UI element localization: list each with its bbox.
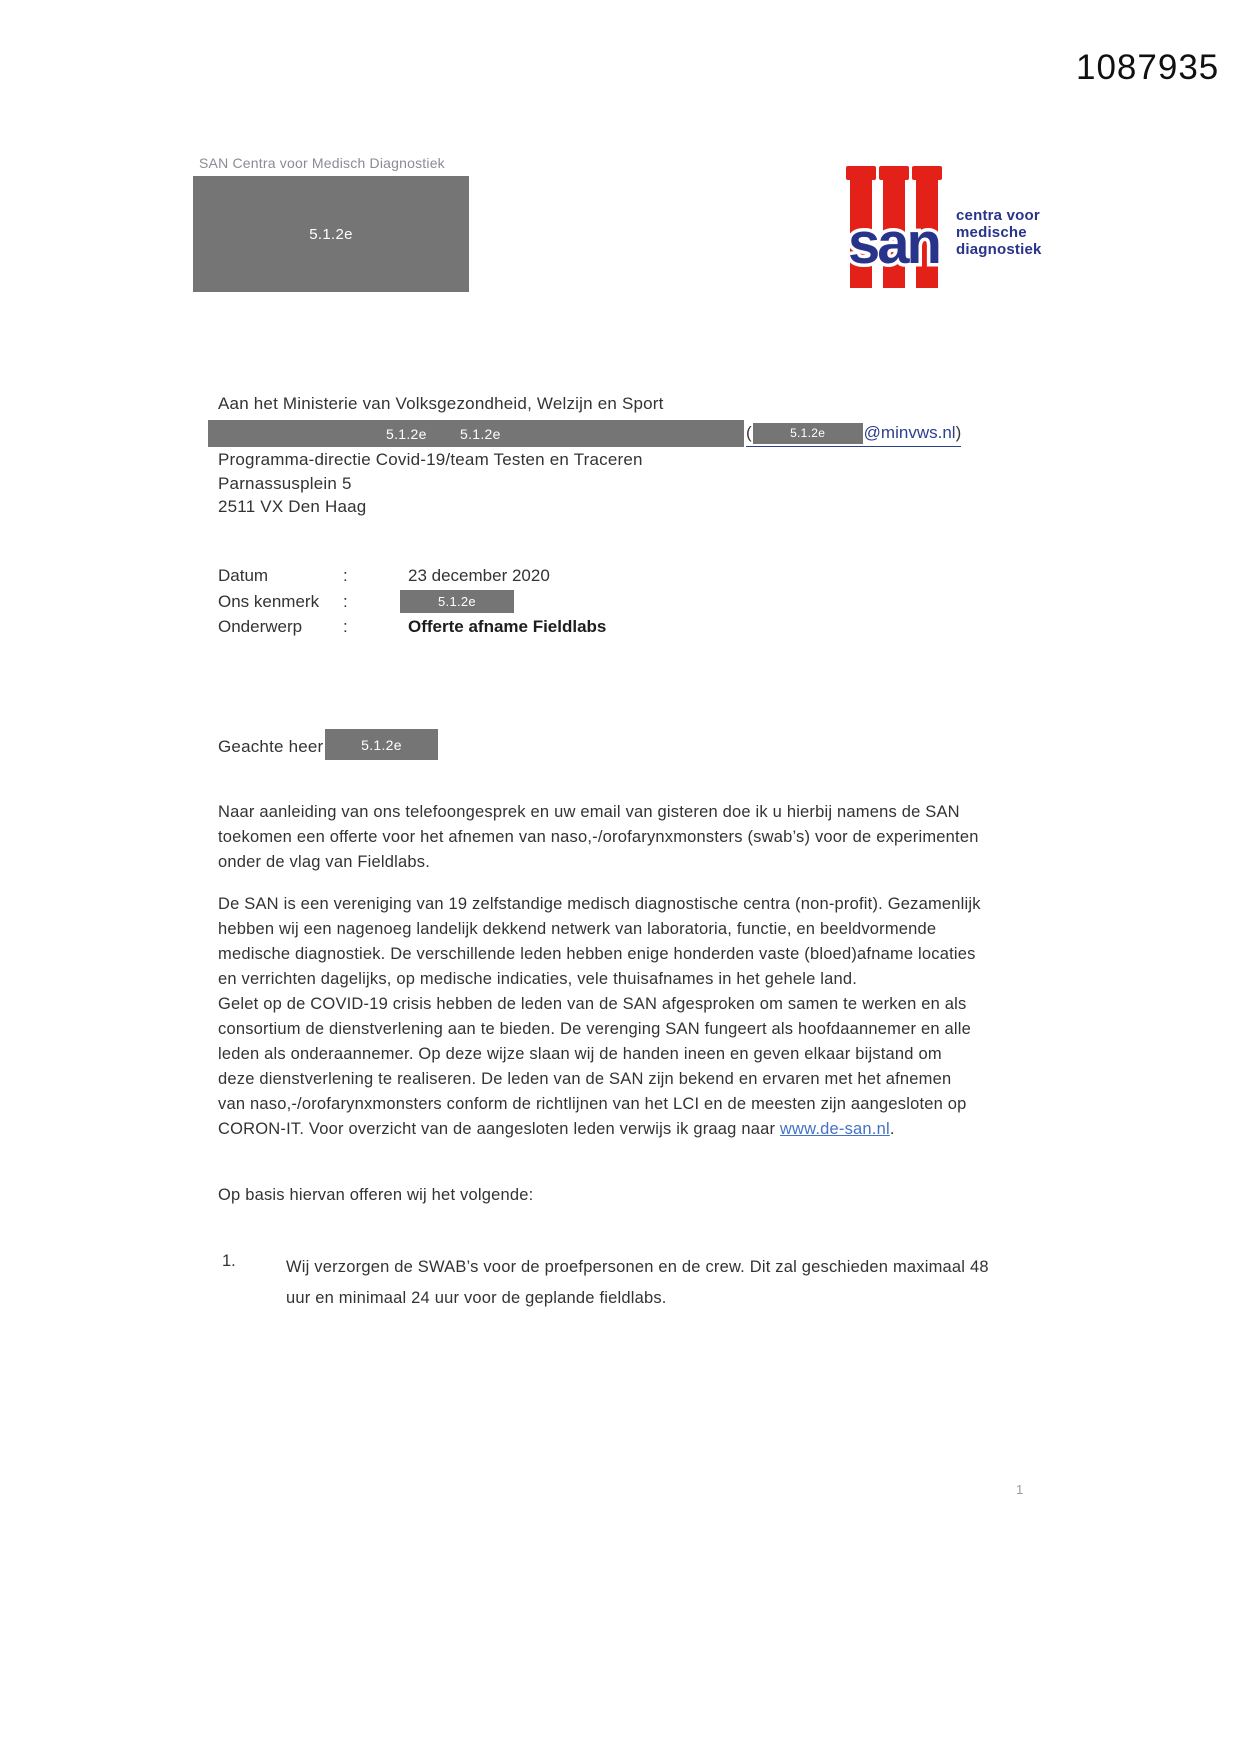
meta-colon: : (343, 617, 348, 636)
meta-colon: : (343, 592, 348, 611)
body-line: uur en minimaal 24 uur voor de geplande fieldlabs. (286, 1289, 667, 1307)
salutation-redaction-box (325, 729, 438, 760)
body-line: en verrichten dagelijks, op medische indicaties, vele thuisafnames in het gehele land. (218, 970, 858, 988)
redaction-code-label: 5.1.2e (386, 425, 427, 442)
email-open-paren: ( (746, 423, 752, 442)
tagline-line: diagnostiek (956, 241, 1042, 258)
meta-value-datum: 23 december 2020 (408, 566, 550, 585)
body-line: van naso,-/orofarynxmonsters conform de richtlijnen van het LCI en de meesten zijn aangesloten op (218, 1095, 967, 1113)
email-link[interactable]: @minvws.nl (863, 423, 956, 442)
body-line: Gelet op de COVID-19 crisis hebben de leden van de SAN afgesproken om samen te werken en als (218, 995, 967, 1013)
body-line: Wij verzorgen de SWAB’s voor de proefpersonen en de crew. Dit zal geschieden maximaal 48 (286, 1258, 989, 1276)
redaction-code-label: 5.1.2e (438, 594, 476, 609)
page-number: 1 (1016, 1482, 1024, 1497)
list-item-text (286, 1252, 989, 1314)
redaction-code-label: 5.1.2e (460, 425, 501, 442)
recipient-email-group (746, 420, 961, 447)
body-line: onder de vlag van Fieldlabs. (218, 853, 430, 871)
body-line-text: CORON-IT. Voor overzicht van de aangesloten leden verwijs ik graag naar (218, 1120, 780, 1138)
meta-value-onderwerp: Offerte afname Fieldlabs (408, 617, 607, 636)
meta-label-datum: Datum (218, 566, 269, 585)
tagline-line: medische (956, 224, 1027, 241)
body-line-text: . (889, 1120, 895, 1138)
body-line: toekomen een offerte voor het afnemen van naso,-/orofarynxmonsters (swab’s) voor de experimenten (218, 828, 979, 846)
email-close-paren: ) (955, 423, 962, 442)
recipient-line-street: Parnassusplein 5 (218, 474, 352, 493)
body-line: medische diagnostiek. De verschillende leden hebben enige honderden vaste (bloed)afname locaties (218, 945, 976, 963)
body-line: hebben wij een nagenoeg landelijk dekkend netwerk van laboratoria, functie, en beeldvormende (218, 920, 937, 938)
body-line: De SAN is een vereniging van 19 zelfstandige medisch diagnostische centra (non-profit). Gezamenlijk (218, 895, 981, 913)
body-line: Naar aanleiding van ons telefoongesprek en uw email van gisteren doe ik u hierbij namens de SAN (218, 803, 960, 821)
recipient-line-directorate: Programma-directie Covid-19/team Testen en Traceren (218, 450, 643, 469)
san-logo-tagline (956, 207, 1042, 258)
salutation-text: Geachte heer (218, 737, 324, 756)
body-line (218, 1117, 981, 1142)
email-redaction-box (753, 423, 863, 444)
redaction-code-label: 5.1.2e (790, 426, 826, 440)
letterhead-sender-title: SAN Centra voor Medisch Diagnostiek (199, 155, 445, 171)
recipient-redaction-bar (208, 420, 744, 447)
body-paragraph-2 (218, 892, 981, 1142)
meta-label-onderwerp: Onderwerp (218, 617, 303, 636)
body-line: deze dienstverlening te realiseren. De leden van de SAN zijn bekend en ervaren met het afnemen (218, 1070, 952, 1088)
redaction-code-label: 5.1.2e (309, 225, 353, 243)
tagline-line: centra voor (956, 207, 1040, 224)
recipient-line-ministry: Aan het Ministerie van Volksgezondheid, Welzijn en Sport (218, 394, 664, 413)
meta-label-kenmerk: Ons kenmerk (218, 592, 320, 611)
offer-intro: Op basis hiervan offeren wij het volgende: (218, 1186, 534, 1204)
recipient-line-city: 2511 VX Den Haag (218, 497, 367, 516)
body-paragraph-1 (218, 800, 979, 875)
kenmerk-redaction-box (400, 590, 514, 613)
body-line: leden als onderaannemer. Op deze wijze slaan wij de handen ineen en geven elkaar bijstand om (218, 1045, 942, 1063)
meta-colon: : (343, 566, 348, 585)
body-line: consortium de dienstverlening aan te bieden. De verenging SAN fungeert als hoofdaannemer en alle (218, 1020, 972, 1038)
letterhead-redaction-box (193, 176, 469, 292)
list-item-number: 1. (222, 1252, 236, 1270)
de-san-website-link[interactable]: www.de-san.nl (779, 1120, 890, 1138)
document-id-stamp: 1087935 (1076, 48, 1220, 87)
san-logo-wordmark: san (848, 211, 939, 276)
redaction-code-label: 5.1.2e (361, 736, 402, 753)
